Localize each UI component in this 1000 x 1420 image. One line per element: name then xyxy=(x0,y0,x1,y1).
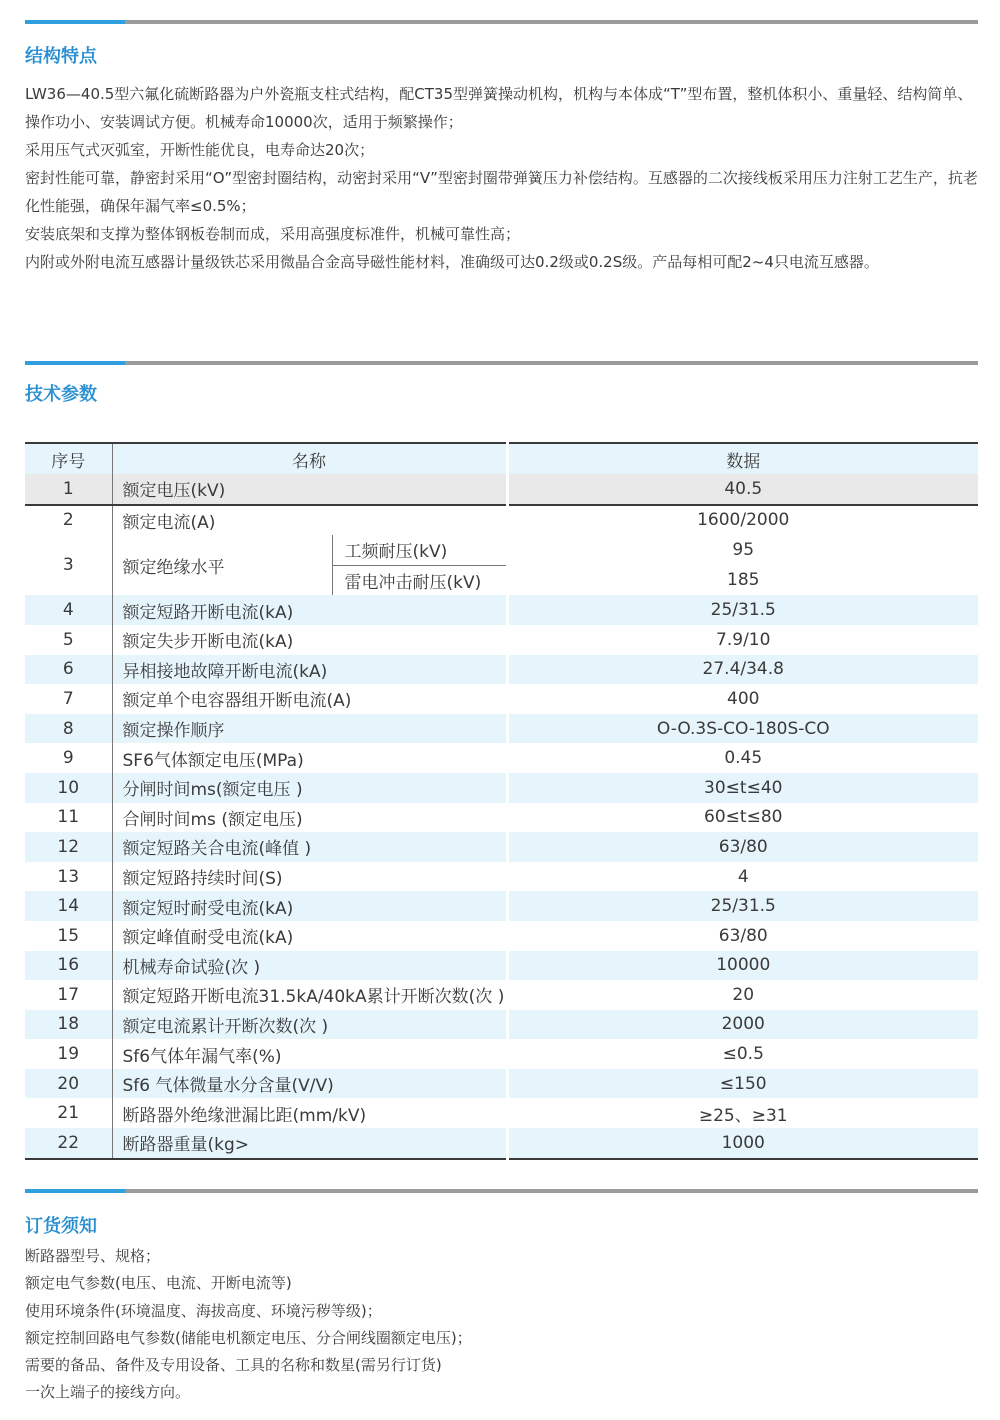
table-row xyxy=(25,1069,978,1099)
row-name: 额定短路开断电流(kA) xyxy=(112,595,507,625)
header-value: 数据 xyxy=(507,443,978,474)
table-row xyxy=(25,1128,978,1159)
table-header-row xyxy=(25,443,978,474)
divider-accent xyxy=(25,361,125,365)
row-value: 10000 xyxy=(507,951,978,981)
divider-accent xyxy=(25,1189,125,1193)
row-subname: 工频耐压(kV) xyxy=(332,535,507,565)
row-no: 10 xyxy=(25,773,112,803)
table-row xyxy=(25,891,978,921)
section-divider xyxy=(25,20,978,24)
ordering-title: 订货须知 xyxy=(25,1216,97,1237)
row-value: 27.4/34.8 xyxy=(507,655,978,685)
row-value: 30≤t≤40 xyxy=(507,773,978,803)
features-text xyxy=(25,80,980,276)
ordering-item: 断路器型号、规格； xyxy=(25,1247,161,1265)
row-name: Sf6 气体微量水分含量(V/V) xyxy=(112,1069,507,1099)
ordering-item: 额定控制回路电气参数(储能电机额定电压、分合闸线圈额定电压)； xyxy=(25,1328,472,1347)
table-row xyxy=(25,684,978,714)
row-value: 4 xyxy=(737,866,749,887)
row-no: 2 xyxy=(62,510,74,531)
row-value: 400 xyxy=(727,688,760,709)
row-value: 63/80 xyxy=(507,832,978,862)
ordering-item: 需要的备品、备件及专用设备、工具的名称和数星(需另行订货) xyxy=(25,1356,442,1375)
row-name: 额定短时耐受电流(kA) xyxy=(112,891,507,921)
table-row xyxy=(25,625,978,655)
row-name: 额定单个电容器组开断电流(A) xyxy=(112,684,507,714)
row-no: 8 xyxy=(25,714,112,744)
table-row xyxy=(25,980,978,1010)
row-value: 40.5 xyxy=(507,474,978,505)
row-name: 额定短路关合电流(峰值 ) xyxy=(112,832,507,862)
row-no: 1 xyxy=(25,474,112,505)
row-name: 额定操作顺序 xyxy=(112,714,507,744)
row-name: 断路器外绝缘泄漏比距(mm/kV) xyxy=(112,1098,507,1128)
ordering-list xyxy=(25,1243,980,1407)
table-row xyxy=(25,951,978,981)
table-row xyxy=(25,474,978,505)
row-value: 20 xyxy=(732,984,755,1005)
params-table xyxy=(25,442,978,1160)
row-name: 额定短路持续时间(S) xyxy=(112,862,507,892)
feature-paragraph: 采用压气式灭弧室，开断性能优良，电寿命达20次； xyxy=(25,141,375,159)
table-row xyxy=(25,595,978,625)
ordering-item: 使用环境条件(环境温度、海拔高度、环境污秽等级)； xyxy=(25,1301,382,1320)
row-no: 22 xyxy=(25,1128,112,1159)
row-subname: 雷电冲击耐压(kV) xyxy=(332,565,507,595)
row-no: 12 xyxy=(25,832,112,862)
row-value: 1000 xyxy=(507,1128,978,1159)
table-row xyxy=(25,773,978,803)
table-row xyxy=(25,505,978,536)
row-no: 16 xyxy=(25,951,112,981)
ordering-item: 额定电气参数(电压、电流、开断电流等) xyxy=(25,1274,292,1293)
feature-paragraph: 安装底架和支撑为整体钢板卷制而成，采用高强度标准件，机械可靠性高； xyxy=(25,225,521,243)
row-no: 11 xyxy=(57,807,80,828)
section-divider xyxy=(25,1189,978,1193)
row-no: 5 xyxy=(62,629,74,650)
row-no: 7 xyxy=(62,688,74,709)
row-value: 0.45 xyxy=(724,748,763,769)
feature-paragraph: 密封性能可靠，静密封采用“O”型密封圈结构，动密封采用“V”型密封圈带弹簧压力补偿结构。互感器的二次接线板采用压力注射工艺生产，抗老化性能强，确保年漏气率≤0.5%； xyxy=(25,169,978,215)
row-name: 异相接地故障开断电流(kA) xyxy=(112,655,507,685)
row-name: 断路器重量(kg> xyxy=(112,1128,507,1159)
row-no: 15 xyxy=(57,925,80,946)
row-name: 额定绝缘水平 xyxy=(112,535,332,595)
table-row xyxy=(25,803,978,833)
header-no: 序号 xyxy=(25,443,112,474)
ordering-item: 一次上端子的接线方向。 xyxy=(25,1383,191,1402)
row-no: 20 xyxy=(25,1069,112,1099)
row-value: ≤0.5 xyxy=(722,1044,764,1065)
row-no: 3 xyxy=(62,555,74,576)
row-name: Sf6气体年漏气率(%) xyxy=(112,1039,507,1069)
row-value: 185 xyxy=(727,570,760,591)
section-divider xyxy=(25,361,978,365)
row-no: 13 xyxy=(57,866,80,887)
row-no: 6 xyxy=(25,655,112,685)
table-row xyxy=(25,535,978,565)
row-name: 合闸时间ms (额定电压) xyxy=(112,803,507,833)
row-name: 额定峰值耐受电流(kA) xyxy=(112,921,507,951)
row-value: 25/31.5 xyxy=(507,595,978,625)
row-value: 60≤t≤80 xyxy=(704,807,783,828)
params-title: 技术参数 xyxy=(25,384,97,405)
table-row xyxy=(25,1039,978,1069)
table-row xyxy=(25,714,978,744)
row-value: ≤150 xyxy=(507,1069,978,1099)
table-row xyxy=(25,655,978,685)
row-value: ≥25、≥31 xyxy=(698,1105,788,1126)
row-no: 9 xyxy=(62,748,74,769)
row-value: 2000 xyxy=(507,1010,978,1040)
row-no: 14 xyxy=(25,891,112,921)
row-name: 分闸时间ms(额定电压 ) xyxy=(112,773,507,803)
feature-paragraph: 内附或外附电流互感器计量级铁芯采用微晶合金高导磁性能材料，准确级可达0.2级或0.2S级。产品每相可配2~4只电流互感器。 xyxy=(25,253,879,271)
row-no: 18 xyxy=(25,1010,112,1040)
features-title: 结构特点 xyxy=(25,46,97,67)
row-name: 额定短路开断电流31.5kA/40kA累计开断次数(次 ) xyxy=(112,980,507,1010)
header-name: 名称 xyxy=(112,443,507,474)
row-name: 额定失步开断电流(kA) xyxy=(112,625,507,655)
row-no: 4 xyxy=(25,595,112,625)
row-name: 额定电压(kV) xyxy=(112,474,507,505)
row-name: 额定电流累计开断次数(次 ) xyxy=(112,1010,507,1040)
table-row xyxy=(25,743,978,773)
table-row xyxy=(25,921,978,951)
table-row xyxy=(25,862,978,892)
row-name: 额定电流(A) xyxy=(112,505,507,536)
row-no: 19 xyxy=(57,1044,80,1065)
row-value: 63/80 xyxy=(718,925,768,946)
row-no: 17 xyxy=(57,984,80,1005)
row-value: 1600/2000 xyxy=(697,510,790,531)
row-name: SF6气体额定电压(MPa) xyxy=(112,743,507,773)
row-value: 95 xyxy=(732,540,755,561)
row-value: 25/31.5 xyxy=(507,891,978,921)
table-row xyxy=(25,1098,978,1128)
row-value: O-O.3S-CO-180S-CO xyxy=(507,714,978,744)
divider-accent xyxy=(25,20,125,24)
table-row xyxy=(25,1010,978,1040)
row-name: 机械寿命试验(次 ) xyxy=(112,951,507,981)
row-no: 21 xyxy=(57,1103,80,1124)
feature-paragraph: LW36—40.5型六氟化硫断路器为户外瓷瓶支柱式结构，配CT35型弹簧操动机构，机构与本体成“T”型布置，整机体积小、重量轻、结构简单、操作功小、安装调试方便。机械寿命10000次，适用于频繁操作； xyxy=(25,85,973,131)
table-row xyxy=(25,832,978,862)
row-value: 7.9/10 xyxy=(716,629,771,650)
